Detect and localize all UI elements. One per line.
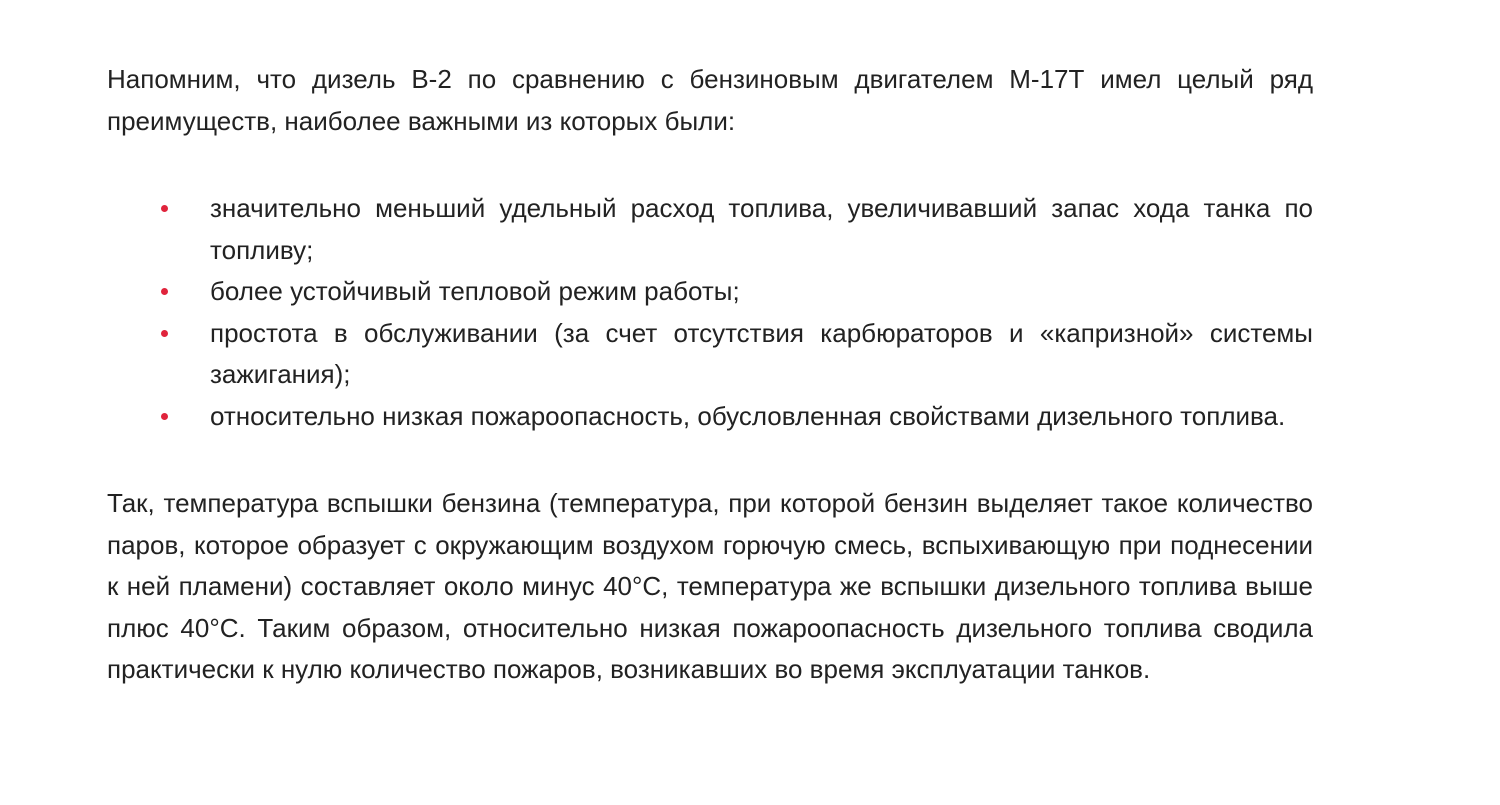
list-item xyxy=(107,313,1313,396)
list-item xyxy=(107,188,1313,271)
bullet-dot-icon xyxy=(161,330,168,337)
intro-paragraph: Напомним, что дизель В-2 по сравнению с бензиновым двигателем М-17Т имел целый ряд преимуществ, наиболее важными из которых были: xyxy=(107,64,1313,136)
bullet-dot-icon xyxy=(161,413,168,420)
article-body xyxy=(107,59,1313,691)
list-item-text: более устойчивый тепловой режим работы; xyxy=(210,276,740,306)
advantages-list xyxy=(107,188,1313,437)
bullet-dot-icon xyxy=(161,205,168,212)
bullet-dot-icon xyxy=(161,288,168,295)
list-item-text: относительно низкая пожароопасность, обусловленная свойствами дизельного топлива. xyxy=(210,400,1286,431)
list-item xyxy=(107,271,1313,313)
conclusion-paragraph: Так, температура вспышки бензина (температура, при которой бензин выделяет такое количество паров, которое образует с окружающим воздухом горючую смесь, вспыхивающую при поднесении к ней пламени) составляет около минус 40°С, температура же вспышки дизельного топлива выше плюс 40°С. Таким образом, относительно низкая пожароопасность дизельного топлива сводила практически к нулю количество пожаров, возникавших во время эксплуатации танков. xyxy=(107,488,1313,684)
list-item xyxy=(107,396,1313,438)
list-item-text: простота в обслуживании (за счет отсутствия карбюраторов и «капризной» системы зажигания); xyxy=(210,317,1313,389)
list-item-text: значительно меньший удельный расход топлива, увеличивавший запас хода танка по топливу; xyxy=(210,193,1313,265)
